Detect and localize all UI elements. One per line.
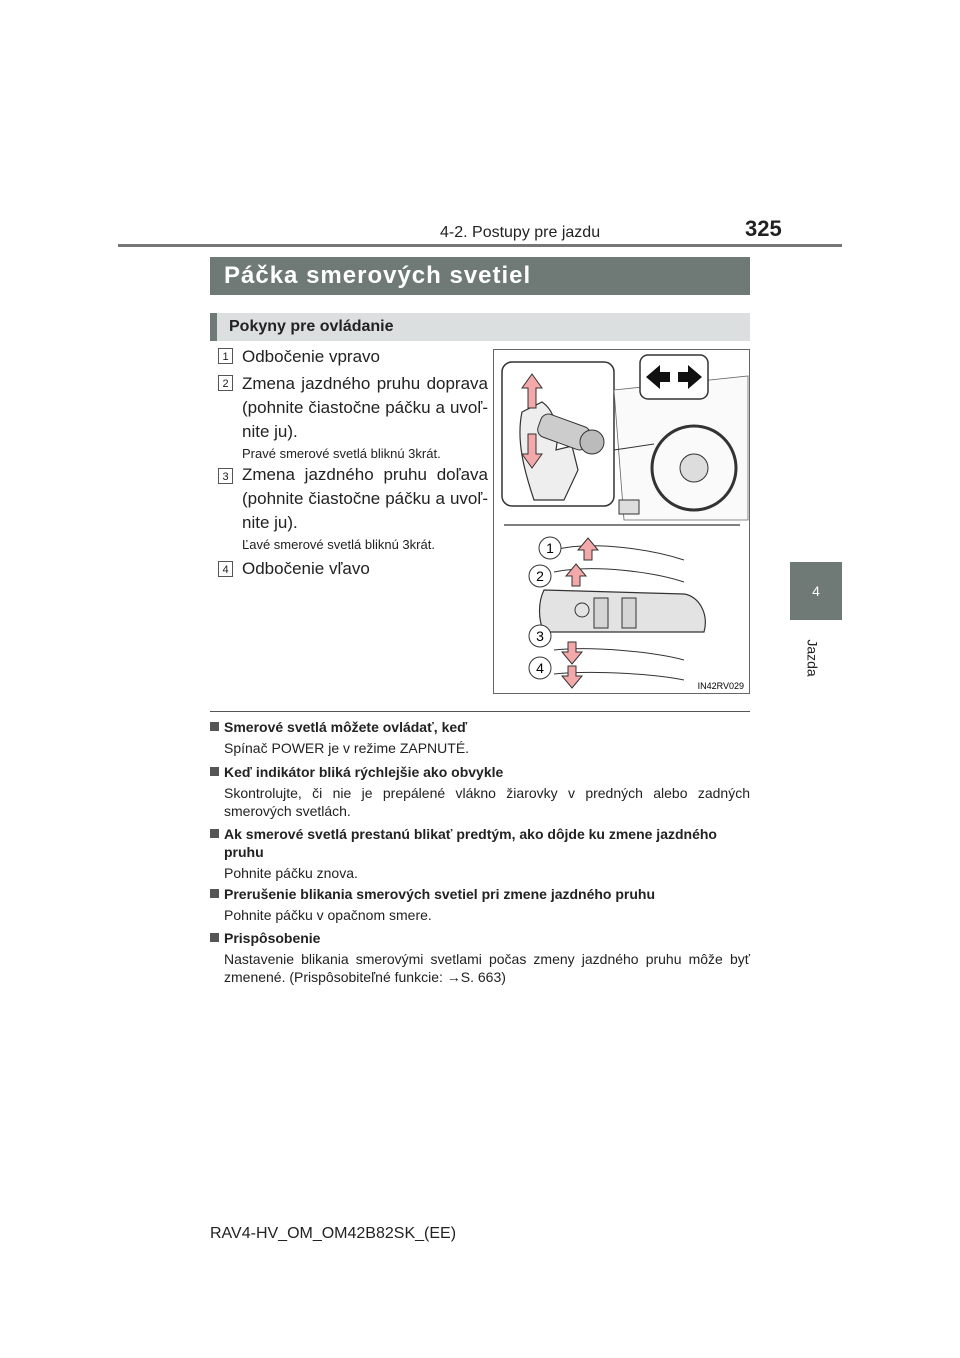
turn-signal-lever-figure (493, 349, 750, 694)
section-subtitle: Pokyny pre ovládanie (210, 313, 750, 341)
note-3 (210, 825, 750, 882)
position-4-arrow-icon (562, 666, 582, 688)
chapter-tab (790, 562, 842, 620)
label-2: 2 (536, 568, 544, 584)
page-title: Páčka smerových svetiel (210, 257, 750, 295)
label-4: 4 (536, 660, 544, 676)
lever-ring-2 (622, 598, 636, 628)
item-number-3: 3 (218, 468, 233, 484)
label-1: 1 (546, 540, 554, 556)
note-5-body: Nastavenie blikania smerovými svetlami počas zmeny jazdného pruhu môže byť zmenené. (Prispôsobiteľné funkcie: →S. 663) (224, 951, 750, 985)
item-text-4: Odbočenie vľavo (242, 559, 370, 578)
note-2-heading: Keď indikátor bliká rýchlejšie ako obvykle (210, 763, 750, 781)
position-2-arrow-icon (566, 564, 586, 586)
section-label: 4-2. Postupy pre jazdu (440, 224, 601, 241)
lever-illustration (494, 350, 749, 693)
chapter-number: 4 (812, 583, 820, 599)
item-note-3: Ľavé smerové svetlá bliknú 3krát. (242, 537, 435, 552)
item-text-3: Zmena jazdného pruhu doľava (pohnite čiastočne páčku a uvoľ-nite ju). (242, 465, 488, 532)
lever-base (580, 430, 604, 454)
page-number: 325 (745, 216, 782, 241)
console-switches (619, 500, 639, 514)
position-3-arrow-icon (562, 642, 582, 664)
note-1 (210, 718, 750, 757)
item-number-4: 4 (218, 561, 233, 577)
note-5 (210, 929, 750, 986)
item-number-2: 2 (218, 375, 233, 391)
note-5-heading: Prispôsobenie (210, 929, 750, 947)
note-2 (210, 763, 750, 820)
steering-hub (680, 454, 708, 482)
position-1-arrow-icon (578, 538, 598, 560)
note-3-heading: Ak smerové svetlá prestanú blikať predtým, ako dôjde ku zmene jazdného pruhu (210, 825, 750, 861)
chapter-label: Jazda (804, 639, 821, 677)
lever-ring-1 (594, 598, 608, 628)
notes-divider (210, 711, 750, 712)
note-4 (210, 885, 750, 924)
figure-code: IN42RV029 (697, 681, 744, 691)
note-1-body: Spínač POWER je v režime ZAPNUTÉ. (224, 740, 470, 756)
chapter-label-wrap (806, 630, 826, 690)
item-number-1: 1 (218, 348, 233, 364)
item-text-1: Odbočenie vpravo (242, 347, 380, 366)
position-outline-1 (554, 546, 684, 560)
item-note-2: Pravé smerové svetlá bliknú 3krát. (242, 446, 441, 461)
item-text-2: Zmena jazdného pruhu doprava (pohnite čiastočne páčku a uvoľ-nite ju). (242, 374, 488, 441)
document-code: RAV4-HV_OM_OM42B82SK_(EE) (210, 1225, 457, 1242)
label-3: 3 (536, 628, 544, 644)
note-4-heading: Prerušenie blikania smerových svetiel pri zmene jazdného pruhu (210, 885, 750, 903)
note-3-body: Pohnite páčku znova. (224, 865, 358, 881)
note-4-body: Pohnite páčku v opačnom smere. (224, 907, 432, 923)
note-1-heading: Smerové svetlá môžete ovládať, keď (210, 718, 750, 736)
header-rule (118, 244, 842, 247)
note-2-body: Skontrolujte, či nie je prepálené vlákno žiarovky v predných alebo zadných smerových svetlách. (224, 785, 750, 819)
